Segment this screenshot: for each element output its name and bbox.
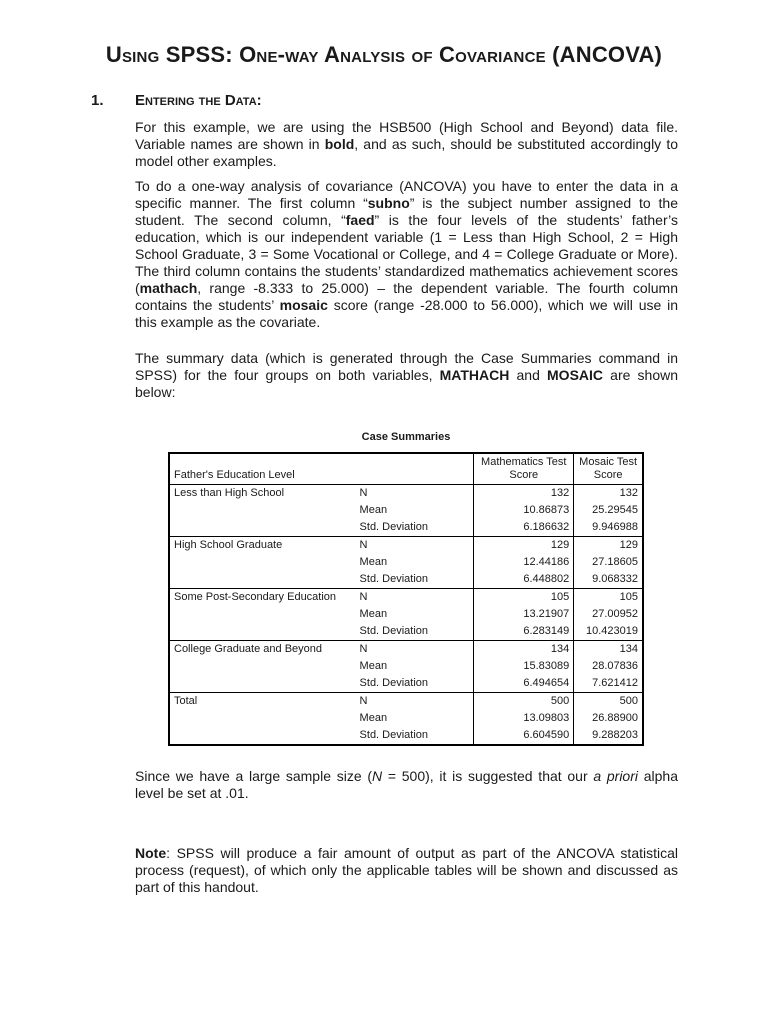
table-row [169, 658, 643, 675]
table-row [169, 485, 643, 503]
stat-label: N [359, 539, 368, 551]
variable-mathach: mathach [139, 280, 198, 296]
header-math: Mathematics Test Score [474, 453, 574, 485]
group-label: Some Post-Secondary Education [174, 591, 337, 603]
mosaic-value: 10.423019 [574, 623, 643, 641]
stat-label: Std. Deviation [356, 571, 474, 589]
table-row [169, 675, 643, 693]
mosaic-value: 134 [619, 643, 638, 655]
group-label: College Graduate and Beyond [174, 643, 322, 655]
variable-mathach: MATHACH [439, 367, 510, 383]
stat-label: Mean [359, 608, 388, 620]
math-value: 15.83089 [474, 658, 574, 675]
mosaic-value: 28.07836 [592, 660, 638, 672]
table-row [169, 519, 643, 537]
table-row [169, 606, 643, 623]
mosaic-value: 132 [619, 487, 638, 499]
math-value: 6.448802 [474, 571, 574, 589]
stat-label: N [359, 487, 368, 499]
table-row [169, 537, 643, 555]
group-label [169, 554, 356, 571]
stat-label: Std. Deviation [356, 727, 474, 745]
table-caption: Case Summaries [361, 431, 451, 443]
group-label [169, 519, 356, 537]
text: and [509, 367, 548, 383]
math-value: 105 [474, 589, 574, 607]
text: ” is the four levels of the students’ father’s education, which is our independent variable (1 = Less than High School, 2 = High School Graduate, 3 = Some Vocational or College, and 4 = College Graduate or More). The third column contains the students’ standardized mathematics achievement scores ( [135, 212, 678, 296]
math-value: 6.604590 [474, 727, 574, 745]
mosaic-value: 26.88900 [592, 712, 638, 724]
math-value: 6.283149 [474, 623, 574, 641]
text: alpha level be set at .01. [135, 768, 678, 801]
text: are shown below: [135, 367, 679, 400]
group-label: Total [174, 695, 198, 707]
text: , and as such, should be substituted accordingly to model other examples. [135, 136, 679, 169]
mosaic-value: 27.18605 [592, 556, 638, 568]
text: ” is the subject number assigned to the student. The second column, “ [135, 195, 678, 228]
math-value: 6.494654 [474, 675, 574, 693]
note-label: Note [135, 845, 167, 861]
header-group: Father's Education Level [169, 453, 356, 485]
italic-text: N [372, 768, 383, 784]
math-value: 134 [474, 641, 574, 659]
mosaic-value: 9.068332 [574, 571, 643, 589]
stat-label: Mean [359, 660, 388, 672]
paragraph-summary [135, 350, 678, 401]
variable-mosaic: mosaic [279, 297, 328, 313]
paragraph-data-entry [135, 178, 678, 331]
text: Since we have a large sample size ( [135, 768, 372, 784]
math-value: 129 [474, 537, 574, 555]
variable-faed: faed [345, 212, 375, 228]
table-header-row [169, 453, 643, 485]
paragraph-note [135, 845, 678, 896]
text: To do a one-way analysis of covariance (ANCOVA) you have to enter the data in a specific manner. The first column “ [135, 178, 678, 211]
math-value: 6.186632 [474, 519, 574, 537]
mosaic-value: 7.621412 [574, 675, 643, 693]
variable-subno: subno [367, 195, 410, 211]
stat-label: Std. Deviation [356, 519, 474, 537]
mosaic-value: 129 [619, 539, 638, 551]
italic-text: a priori [593, 768, 638, 784]
table-row [169, 589, 643, 607]
mosaic-value: 25.29545 [592, 504, 638, 516]
table-row [169, 693, 643, 711]
group-label [169, 675, 356, 693]
math-value: 13.09803 [474, 710, 574, 727]
variable-mosaic: MOSAIC [547, 367, 604, 383]
text: , range -8.333 to 25.000) – the dependent variable. The fourth column contains the students’ [135, 280, 678, 313]
stat-label: Std. Deviation [356, 675, 474, 693]
section-heading [91, 92, 262, 109]
stat-label: Mean [359, 712, 388, 724]
group-label: High School Graduate [174, 539, 283, 551]
group-label [169, 727, 356, 745]
mosaic-value: 500 [619, 695, 638, 707]
stat-label: Mean [359, 504, 388, 516]
page-title: Using SPSS: One-way Analysis of Covariance (ANCOVA) [105, 42, 663, 67]
stat-label: Mean [359, 556, 388, 568]
text: The summary data (which is generated through the Case Summaries command in SPSS) for the four groups on both variables, [135, 350, 678, 383]
stat-label: N [359, 695, 368, 707]
group-label [169, 623, 356, 641]
mosaic-value: 9.946988 [574, 519, 643, 537]
header-stat [356, 453, 474, 485]
table-row [169, 502, 643, 519]
table-row [169, 710, 643, 727]
stat-label: Std. Deviation [356, 623, 474, 641]
text: score (range -28.000 to 56.000), which we will use in this example as the covariate. [135, 297, 679, 330]
table-row [169, 641, 643, 659]
group-label [169, 710, 356, 727]
header-mosaic: Mosaic Test Score [574, 453, 643, 485]
math-value: 500 [474, 693, 574, 711]
section-title: Entering the Data: [135, 92, 262, 109]
paragraph-alpha [135, 768, 678, 802]
paragraph-intro [135, 119, 678, 170]
table-row [169, 623, 643, 641]
mosaic-value: 27.00952 [592, 608, 638, 620]
mosaic-value: 9.288203 [574, 727, 643, 745]
table-row [169, 554, 643, 571]
section-number: 1. [91, 92, 104, 109]
table-row [169, 571, 643, 589]
math-value: 13.21907 [474, 606, 574, 623]
math-value: 12.44186 [474, 554, 574, 571]
mosaic-value: 105 [619, 591, 638, 603]
group-label [169, 502, 356, 519]
group-label [169, 571, 356, 589]
text: : SPSS will produce a fair amount of output as part of the ANCOVA statistical process (request), of which only the applicable tables will be shown and discussed as part of this handout. [135, 845, 678, 895]
group-label: Less than High School [174, 487, 285, 499]
bold-text: bold [324, 136, 355, 152]
stat-label: N [359, 591, 368, 603]
group-label [169, 606, 356, 623]
stat-label: N [359, 643, 368, 655]
case-summaries-table [168, 452, 644, 746]
text: = 500), it is suggested that our [382, 768, 594, 784]
text: For this example, we are using the HSB500 (High School and Beyond) data file. Variable names are shown in [135, 119, 678, 152]
table-row [169, 727, 643, 745]
math-value: 10.86873 [474, 502, 574, 519]
math-value: 132 [474, 485, 574, 503]
group-label [169, 658, 356, 675]
